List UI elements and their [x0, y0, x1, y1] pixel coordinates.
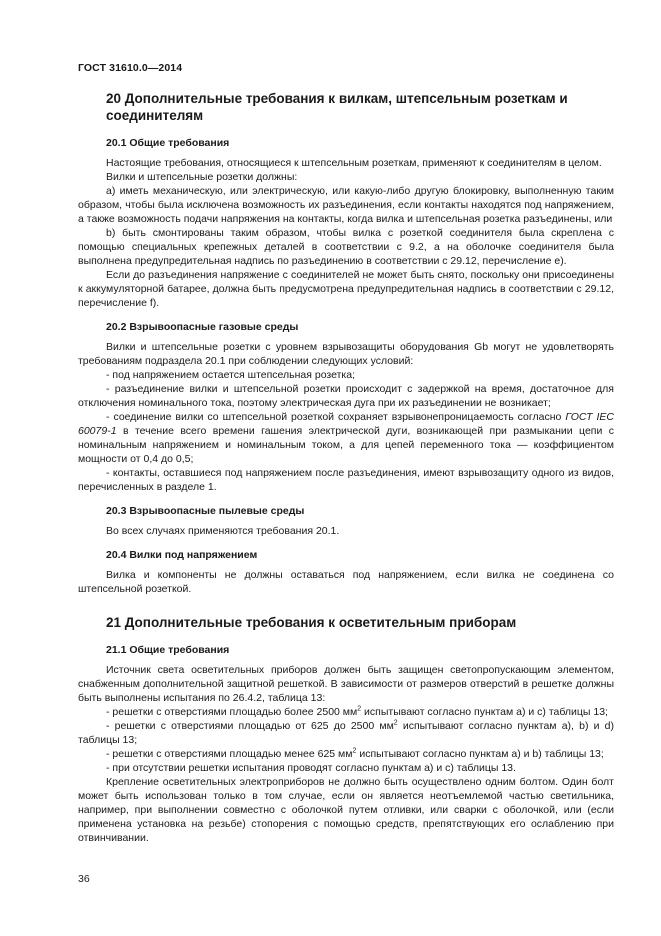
- paragraph: Источник света осветительных приборов должен быть защищен светопропускающим элементом, снабженным дополнительной защитной решеткой. В зависимости от размеров отверстий в решетке должны быть выполнены испытания по 26.4.2, таблица 13:: [78, 664, 614, 704]
- document-header: ГОСТ 31610.0—2014: [78, 62, 183, 74]
- paragraph: Если до разъединения напряжение с соединителей не может быть снято, поскольку они присоединены к аккумуляторной батарее, должна быть предусмотрена предупредительная надпись в соответствии с 29.12, перечисление f).: [78, 269, 614, 309]
- paragraph: a) иметь механическую, или электрическую, или какую-либо другую блокировку, выполненную таким образом, чтобы была исключена возможность их разъединения, если контакты находятся под напряжением, а также возможность подачи напряжения на контакты, когда вилка и штепсельная розетка разъединены, или: [78, 185, 614, 225]
- paragraph: Вилки и штепсельные розетки с уровнем взрывозащиты оборудования Gb могут не удовлетворять требованиям подраздела 20.1 при соблюдении следующих условий:: [78, 341, 614, 367]
- list-item: - при отсутствии решетки испытания проводят согласно пунктам a) и c) таблицы 13.: [106, 762, 516, 774]
- list-item-text: - решетки с отверстиями площадью более 2500 мм: [106, 706, 358, 718]
- list-item: [78, 719, 614, 747]
- list-item-text: испытывают согласно пунктам a) и c) таблицы 13;: [361, 706, 608, 718]
- page-number: 36: [78, 873, 90, 885]
- list-item: - контакты, оставшиеся под напряжением после разъединения, имеют взрывозащиту одного из видов, перечисленных в разделе 1.: [78, 467, 614, 493]
- superscript: 2: [352, 747, 357, 755]
- list-item-text: - решетки с отверстиями площадью менее 625 мм: [106, 748, 353, 760]
- standard-reference: ГОСТ IEC 60079-1: [78, 411, 614, 437]
- list-item: - под напряжением остается штепсельная розетка;: [106, 369, 356, 381]
- subsection-20-1-title: 20.1 Общие требования: [106, 137, 230, 149]
- list-item-text: - решетки с отверстиями площадью от 625 до 2500 мм: [106, 720, 394, 732]
- list-item-text: испытывают согласно пунктам a) и b) таблицы 13;: [356, 748, 604, 760]
- document-body: [78, 90, 614, 845]
- list-item: - разъединение вилки и штепсельной розетки происходит с задержкой на время, достаточное для отключения номинального тока, поэтому электрическая дуга при их разъединении не возникает;: [78, 383, 614, 409]
- paragraph: b) быть смонтированы таким образом, чтобы вилка с розеткой соединителя была скреплена с помощью специальных крепежных деталей в соответствии с 9.2, а на оболочке соединителя была выполнена предупредительная надпись по разъединению в соответствии с 29.12, перечисление e).: [78, 227, 614, 267]
- paragraph: Крепление осветительных электроприборов не должно быть осуществлено одним болтом. Один болт может быть использован только в том случае, если он является неотъемлемой частью светильника, например, при выполнении совместно с оболочкой путем отливки, или сварки с оболочкой, или (если применена установка на резьбе) стопорения с помощью средств, препятствующих его ослаблению при отвинчивании.: [78, 776, 614, 844]
- superscript: 2: [357, 705, 362, 713]
- list-item-text: в течение всего времени гашения электрической дуги, возникающей при размыкании цепи с номинальным напряжением и номинальным током, а для цепей переменного тока — коэффициентом мощности от 0,4 до 0,5;: [78, 425, 614, 465]
- section-21-title: 21 Дополнительные требования к осветительным приборам: [106, 615, 517, 630]
- paragraph: Настоящие требования, относящиеся к штепсельным розеткам, применяют к соединителям в целом.: [106, 157, 602, 169]
- list-item: [78, 747, 614, 761]
- superscript: 2: [393, 719, 398, 727]
- list-item-text: испытывают согласно пунктам a), b) и d) таблицы 13;: [78, 720, 614, 746]
- paragraph: Вилки и штепсельные розетки должны:: [106, 171, 298, 183]
- section-20-title: 20 Дополнительные требования к вилкам, штепсельным розеткам и соединителям: [106, 91, 568, 123]
- paragraph: Вилка и компоненты не должны оставаться под напряжением, если вилка не соединена со штепсельной розеткой.: [78, 569, 614, 595]
- subsection-20-4-title: 20.4 Вилки под напряжением: [106, 549, 258, 561]
- list-item-text: - соединение вилки со штепсельной розеткой сохраняет взрывонепроницаемость согласно: [106, 411, 562, 423]
- subsection-20-3-title: 20.3 Взрывоопасные пылевые среды: [106, 505, 305, 517]
- subsection-20-2-title: 20.2 Взрывоопасные газовые среды: [106, 321, 299, 333]
- paragraph: Во всех случаях применяются требования 20.1.: [106, 525, 340, 537]
- list-item: [78, 410, 614, 466]
- list-item: [78, 705, 614, 719]
- subsection-21-1-title: 21.1 Общие требования: [106, 644, 230, 656]
